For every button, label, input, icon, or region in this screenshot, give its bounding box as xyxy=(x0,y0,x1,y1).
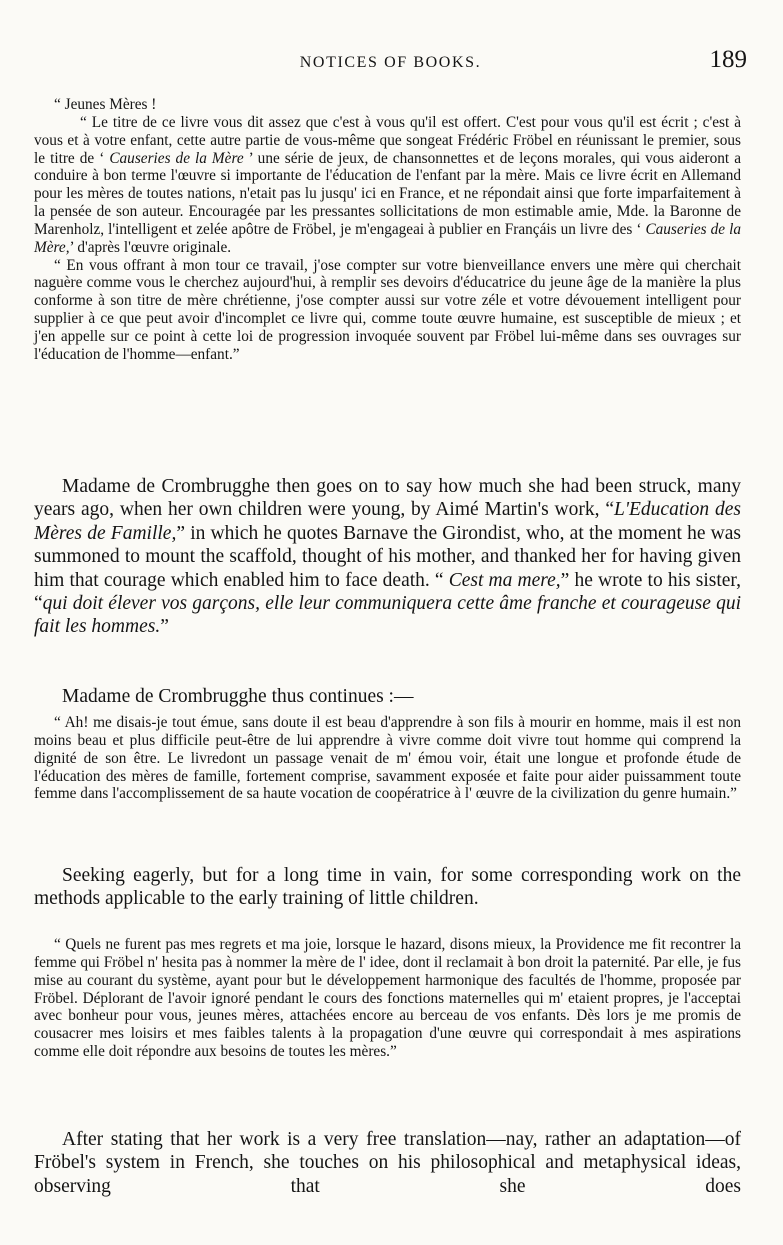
french-quote-block-1 xyxy=(34,96,741,364)
page-header xyxy=(34,46,747,78)
body-paragraph-4: After stating that her work is a very free translation—nay, rather an adaptation—of Fröbel's system in French, she touches on his philosophical and metaphysical ideas, observing that she does xyxy=(34,1129,741,1197)
french-quote-block-2: “ Ah! me disais-je tout émue, sans doute il est beau d'apprendre à son fils à mourir en homme, mais il est non moins beau et plus difficile peut-être de lui apprendre à vivre comme doit vivre tout homme qui comprend la dignité de son être. Le livredont un passage venait de m' émou voir, était une longue et profonde étude de l'éducation des mères de famille, fortement comprise, savamment exposée et faite pour aider puissamment toute femme dans l'accomplissement de sa haute vocation de coopératrice à l' œuvre de la civilization du genre humain.” xyxy=(34,714,741,803)
quote-paragraph: “ Le titre de ce livre vous dit assez que c'est à vous qu'il est offert. C'est pour vous qu'il est écrit ; c'est à vous et à votre enfant, cette autre partie de vous-même que songeat Frédéric Fröbel en réunissant le premier, sous le titre de ‘ Causeries de la Mère ’ une série de jeux, de chansonnettes et de leçons morales, qui vous aideront a conduire à bon terme l'œuvre si importante de l'éducation de l'enfant par la mère. Mais ce livre écrit en Allemand pour les mères de toutes nations, n'etait pas lu jusqu' ici en France, et ne répondait ainsi que forte imparfaitement à la pensée de son auteur. Encouragée par les pressantes sollicitations de mon estimable amie, Mde. la Baronne de Marenholz, l'intelligent et zelée apôtre de Fröbel, je m'engageai à publier en Françáis un livre des ‘ Causeries de la Mère,’ d'après l'œuvre originale. xyxy=(34,113,741,256)
french-quote-block-3: “ Quels ne furent pas mes regrets et ma joie, lorsque le hazard, disons mieux, la Providence me fit recontrer la femme qui Fröbel n' hesita pas à nommer la mère de l' idee, dont il reclamait à bon droit la paternité. Par elle, je fus mise au courant du système, ayant pour but le développement harmonique des facultés de l'homme, proposée par Fröbel. Déplorant de l'avoir ignoré pendant le cours des fonctions maternelles qui m' etaient propres, je l'acceptai avec bonheur pour vous, jeunes mères, attachées encore au berceau de vos enfants. Dès lors je me promis de cousacrer mes loisirs et mes faibles talents à la propagation d'une œuvre qui correspondait à mes aspirations comme elle doit répondre aux besoins de toutes les mères.” xyxy=(34,936,741,1061)
quote-paragraph: “ En vous offrant à mon tour ce travail, j'ose compter sur votre bienveillance envers une mère qui cherchait naguère comme vous le cherchez aujourd'hui, à remplir ses devoirs d'éducatrice du jeune âge de la manière la plus conforme à son titre de mère chrétienne, j'ose compter aussi sur votre zéle et votre dévouement intelligent pour supplier à ce que peut avoir d'incomplet ce livre qui, comme toute œuvre humaine, est susceptible de mieux ; et j'en appelle sur ce point à cette loi de progression invoquée souvent par Fröbel lui-même dans ses ouvrages sur l'éducation de l'homme—enfant.” xyxy=(34,256,741,363)
body-paragraph-3: Seeking eagerly, but for a long time in vain, for some corresponding work on the methods applicable to the early training of little children. xyxy=(34,865,741,910)
body-paragraph-1: Madame de Crombrugghe then goes on to say how much she had been struck, many years ago, when her own children were young, by Aimé Martin's work, “L'Education des Mères de Famille,” in which he quotes Barnave the Girondist, who, at the moment he was summoned to mount the scaffold, thought of his mother, and thanked her for having given him that courage which enabled him to face death. “ Cest ma mere,” he wrote to his sister, “qui doit élever vos garçons, elle leur communiquera cette âme franche et courageuse qui fait les hommes.” xyxy=(34,476,741,638)
page-number: 189 xyxy=(709,46,747,73)
body-paragraph-2: Madame de Crombrugghe thus continues :— xyxy=(62,686,414,707)
quote-salutation: “ Jeunes Mères ! xyxy=(54,96,157,113)
running-title: NOTICES OF BOOKS. xyxy=(299,54,482,71)
